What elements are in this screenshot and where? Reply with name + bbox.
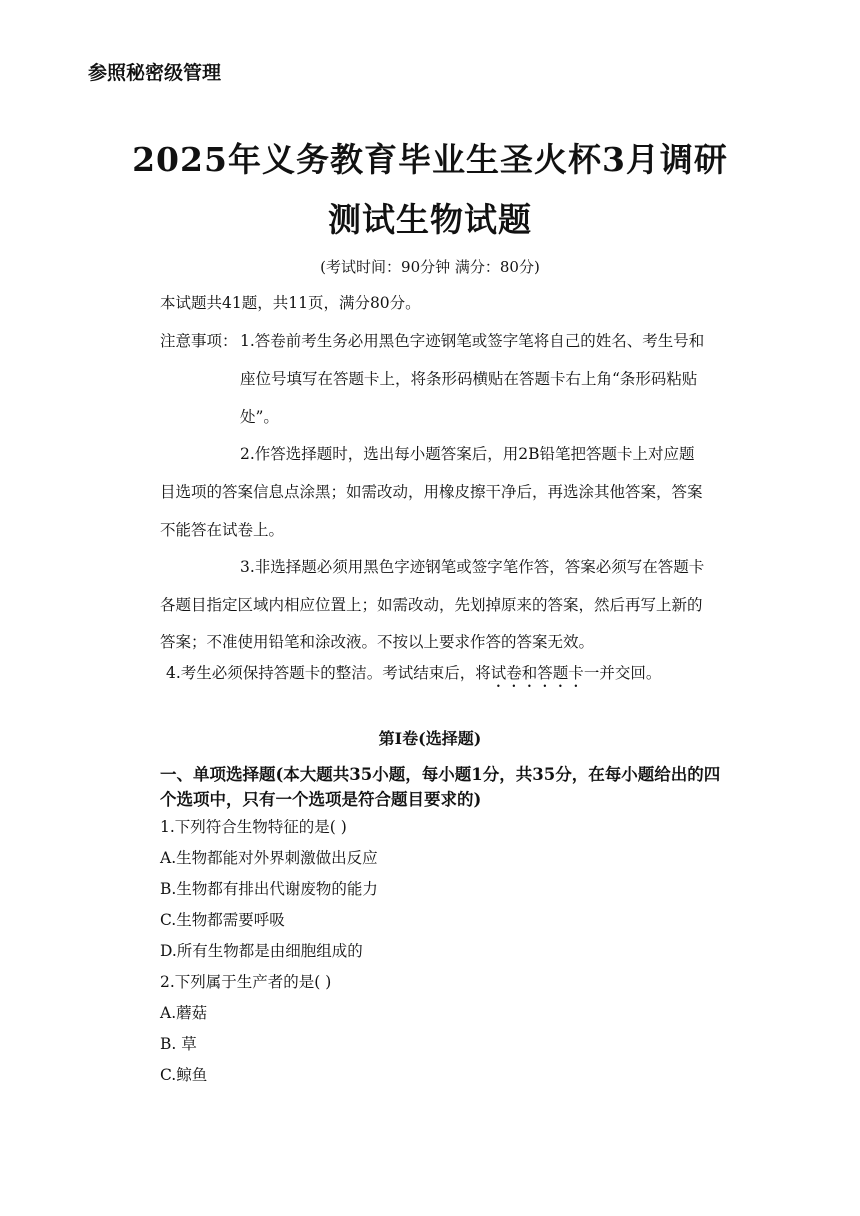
note3-line1: 3.非选择题必须用黑色字迹钢笔或签字笔作答，答案必须写在答题卡 [240, 558, 705, 576]
note3-line3: 答案；不准使用铅笔和涂改液。不按以上要求作答的答案无效。 [160, 633, 595, 651]
section-title: 第Ⅰ卷(选择题) [378, 729, 482, 748]
section-heading-line1: 一、单项选择题(本大题共35小题，每小题1分，共35分，在每小题给出的四 [160, 765, 721, 784]
question-1-stem: 1.下列符合生物特征的是( ) [160, 818, 347, 836]
page-title-line2: 测试生物试题 [328, 200, 532, 239]
question-2-stem: 2.下列属于生产者的是( ) [160, 973, 332, 991]
notes-label: 注意事项： [160, 332, 238, 350]
question-1-option-a: A.生物都能对外界刺激做出反应 [160, 849, 378, 867]
question-1-option-b: B.生物都有排出代谢废物的能力 [160, 880, 378, 898]
secrecy-label: 参照秘密级管理 [88, 62, 222, 84]
question-1-option-c: C.生物都需要呼吸 [160, 911, 285, 929]
section-heading-line2: 个选项中，只有一个选项是符合题目要求的) [160, 790, 482, 809]
note2-line1: 2.作答选择题时，选出每小题答案后，用2B铅笔把答题卡上对应题 [240, 445, 695, 463]
note3-line2: 各题目指定区域内相应位置上；如需改动，先划掉原来的答案，然后再写上新的 [160, 596, 703, 614]
note1-line2: 座位号填写在答题卡上，将条形码横贴在答题卡右上角“条形码粘贴 [240, 370, 698, 388]
exam-summary: 本试题共41题，共11页，满分80分。 [160, 294, 421, 312]
note2-line2: 目选项的答案信息点涂黑；如需改动，用橡皮擦干净后，再选涂其他答案，答案 [160, 483, 703, 501]
question-2-option-b: B. 草 [160, 1035, 197, 1053]
question-2-option-a: A.蘑菇 [160, 1004, 208, 1022]
note1-line1: 1.答卷前考生务必用黑色字迹钢笔或签字笔将自己的姓名、考生号和 [240, 332, 705, 350]
note1-line3: 处”。 [240, 408, 279, 426]
question-2-option-c: C.鲸鱼 [160, 1066, 208, 1084]
note4-before: 4.考生必须保持答题卡的整洁。考试结束后，将 [166, 664, 491, 682]
exam-info: (考试时间：90分钟 满分：80分) [320, 258, 540, 276]
note4-emphasis: 试卷和答题卡 [490, 664, 584, 682]
question-1-option-d: D.所有生物都是由细胞组成的 [160, 942, 363, 960]
note2-line3: 不能答在试卷上。 [160, 521, 285, 539]
note4 [166, 663, 661, 691]
note4-after: 一并交回。 [583, 664, 662, 682]
page-title-line1: 2025年义务教育毕业生圣火杯3月调研 [132, 140, 728, 179]
